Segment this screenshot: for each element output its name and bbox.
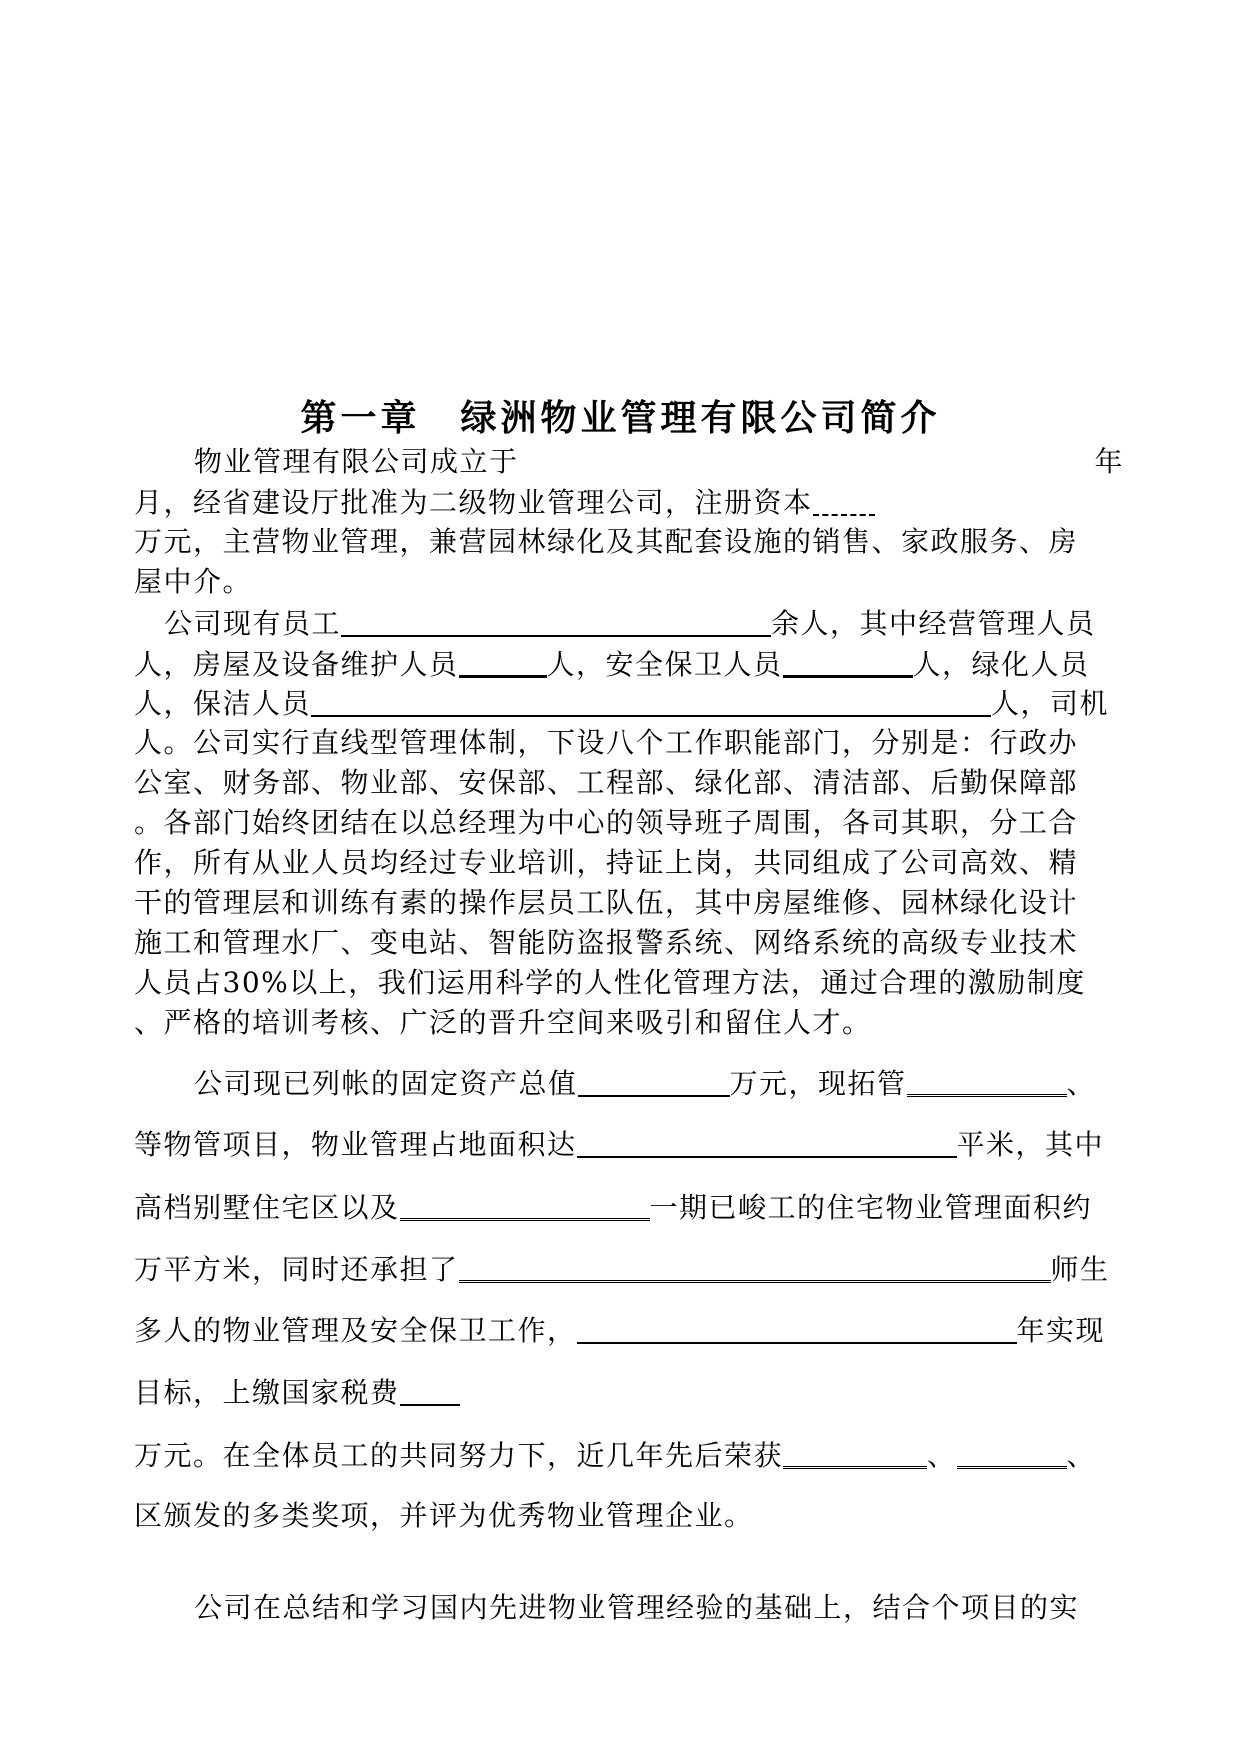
text-segment: 万平方米，同时还承担了: [134, 1253, 459, 1286]
fill-blank: [783, 1434, 927, 1469]
text-line: [134, 923, 1124, 963]
text-segment: 。各部门始终团结在以总经理为中心的领导班子周围，各司其职，分工合: [134, 806, 1079, 839]
fill-blank: [907, 1062, 1067, 1097]
fill-blank: [813, 482, 875, 516]
text-segment: 干的管理层和训练有素的操作层员工队伍，其中房屋维修、园林绿化设计: [134, 886, 1079, 919]
text-line: [134, 522, 1124, 562]
text-line: [134, 963, 1124, 1003]
text-line: [134, 803, 1124, 843]
text-segment: 等物管项目，物业管理占地面积达: [134, 1128, 577, 1161]
text-segment: 高档别墅住宅区以及: [134, 1191, 400, 1224]
text-segment: 作，所有从业人员均经过专业培训，持证上岗，共同组成了公司高效、精: [134, 846, 1079, 879]
text-line: [134, 883, 1124, 923]
text-segment: 施工和管理水厂、变电站、智能防盗报警系统、网络系统的高级专业技术: [134, 926, 1079, 959]
text-line: [134, 1003, 1124, 1043]
fill-blank: [459, 643, 547, 678]
text-segment: 年: [1094, 445, 1124, 478]
fill-blank: [311, 683, 991, 717]
text-segment: 人，绿化人员: [912, 648, 1090, 681]
text-segment: 公司现已列帐的固定资产总值: [194, 1067, 578, 1100]
text-line: [134, 1186, 1124, 1228]
text-segment: 多人的物业管理及安全保卫工作，: [134, 1314, 577, 1347]
text-segment: 公司现有员工: [164, 607, 342, 640]
text-line: [134, 562, 1124, 602]
text-line: [134, 1124, 1124, 1165]
fill-blank: [578, 1063, 730, 1097]
text-line: [134, 442, 1124, 482]
text-segment: 万元，现拓管: [729, 1067, 907, 1100]
fill-blank: [577, 1310, 1017, 1344]
text-line: [134, 1248, 1124, 1290]
text-line: [134, 1434, 1124, 1476]
fill-blank: [459, 1248, 1051, 1283]
text-segment: 人。公司实行直线型管理体制，下设八个工作职能部门，分别是：行政办: [134, 726, 1079, 759]
text-segment: 、: [927, 1439, 957, 1472]
text-segment: 公司在总结和学习国内先进物业管理经验的基础上，结合个项目的实: [194, 1591, 1080, 1624]
fill-blank: [400, 1186, 650, 1221]
text-segment: 一期已峻工的住宅物业管理面积约: [649, 1191, 1093, 1224]
text-segment: 师生: [1050, 1253, 1110, 1286]
fill-blank: [783, 643, 913, 678]
text-segment: 人，安全保卫人员: [546, 648, 783, 681]
text-segment: 人，房屋及设备维护人员: [134, 648, 459, 681]
text-segment: 公室、财务部、物业部、安保部、工程部、绿化部、清洁部、后勤保障部: [134, 766, 1079, 799]
text-segment: 平米，其中: [956, 1128, 1105, 1161]
text-segment: 余人，其中经营管理人员: [771, 607, 1096, 640]
fill-blank: [957, 1434, 1067, 1469]
text-line: [134, 1496, 1124, 1536]
text-segment: 物业管理有限公司成立于: [194, 445, 519, 478]
text-line: [134, 1372, 1124, 1413]
text-line: [134, 1310, 1124, 1351]
fill-blank: [400, 1372, 460, 1406]
text-line: [134, 1062, 1124, 1104]
text-segment: 人员占30%以上，我们运用科学的人性化管理方法，通过合理的激励制度: [134, 966, 1086, 999]
chapter-title: 第一章 绿洲物业管理有限公司简介: [300, 397, 941, 439]
text-line: [134, 1588, 1124, 1628]
text-line: [134, 603, 1124, 644]
text-segment: 、: [1066, 1067, 1097, 1100]
text-segment: 年实现: [1016, 1314, 1106, 1347]
text-line: [134, 482, 1124, 523]
text-line: [134, 843, 1124, 883]
text-segment: 目标，上缴国家税费: [134, 1376, 400, 1409]
fill-blank: [577, 1124, 957, 1158]
text-segment: 、: [1066, 1439, 1097, 1472]
text-segment: 屋中介。: [134, 565, 253, 598]
text-line: [134, 683, 1124, 724]
text-segment: 月，经省建设厅批准为二级物业管理公司，注册资本: [134, 486, 813, 519]
text-line: [134, 763, 1124, 803]
text-segment: 人，保洁人员: [134, 687, 312, 720]
fill-blank: [341, 603, 771, 637]
text-segment: 、严格的培训考核、广泛的晋升空间来吸引和留住人才。: [134, 1006, 872, 1039]
text-segment: 人，司机: [991, 687, 1110, 720]
text-line: [134, 723, 1124, 763]
text-segment: 区颁发的多类奖项，并评为优秀物业管理企业。: [134, 1499, 754, 1532]
text-line: [134, 643, 1124, 685]
text-segment: 万元。在全体员工的共同努力下，近几年先后荣获: [134, 1439, 784, 1472]
text-segment: 万元，主营物业管理，兼营园林绿化及其配套设施的销售、家政服务、房: [134, 525, 1079, 558]
